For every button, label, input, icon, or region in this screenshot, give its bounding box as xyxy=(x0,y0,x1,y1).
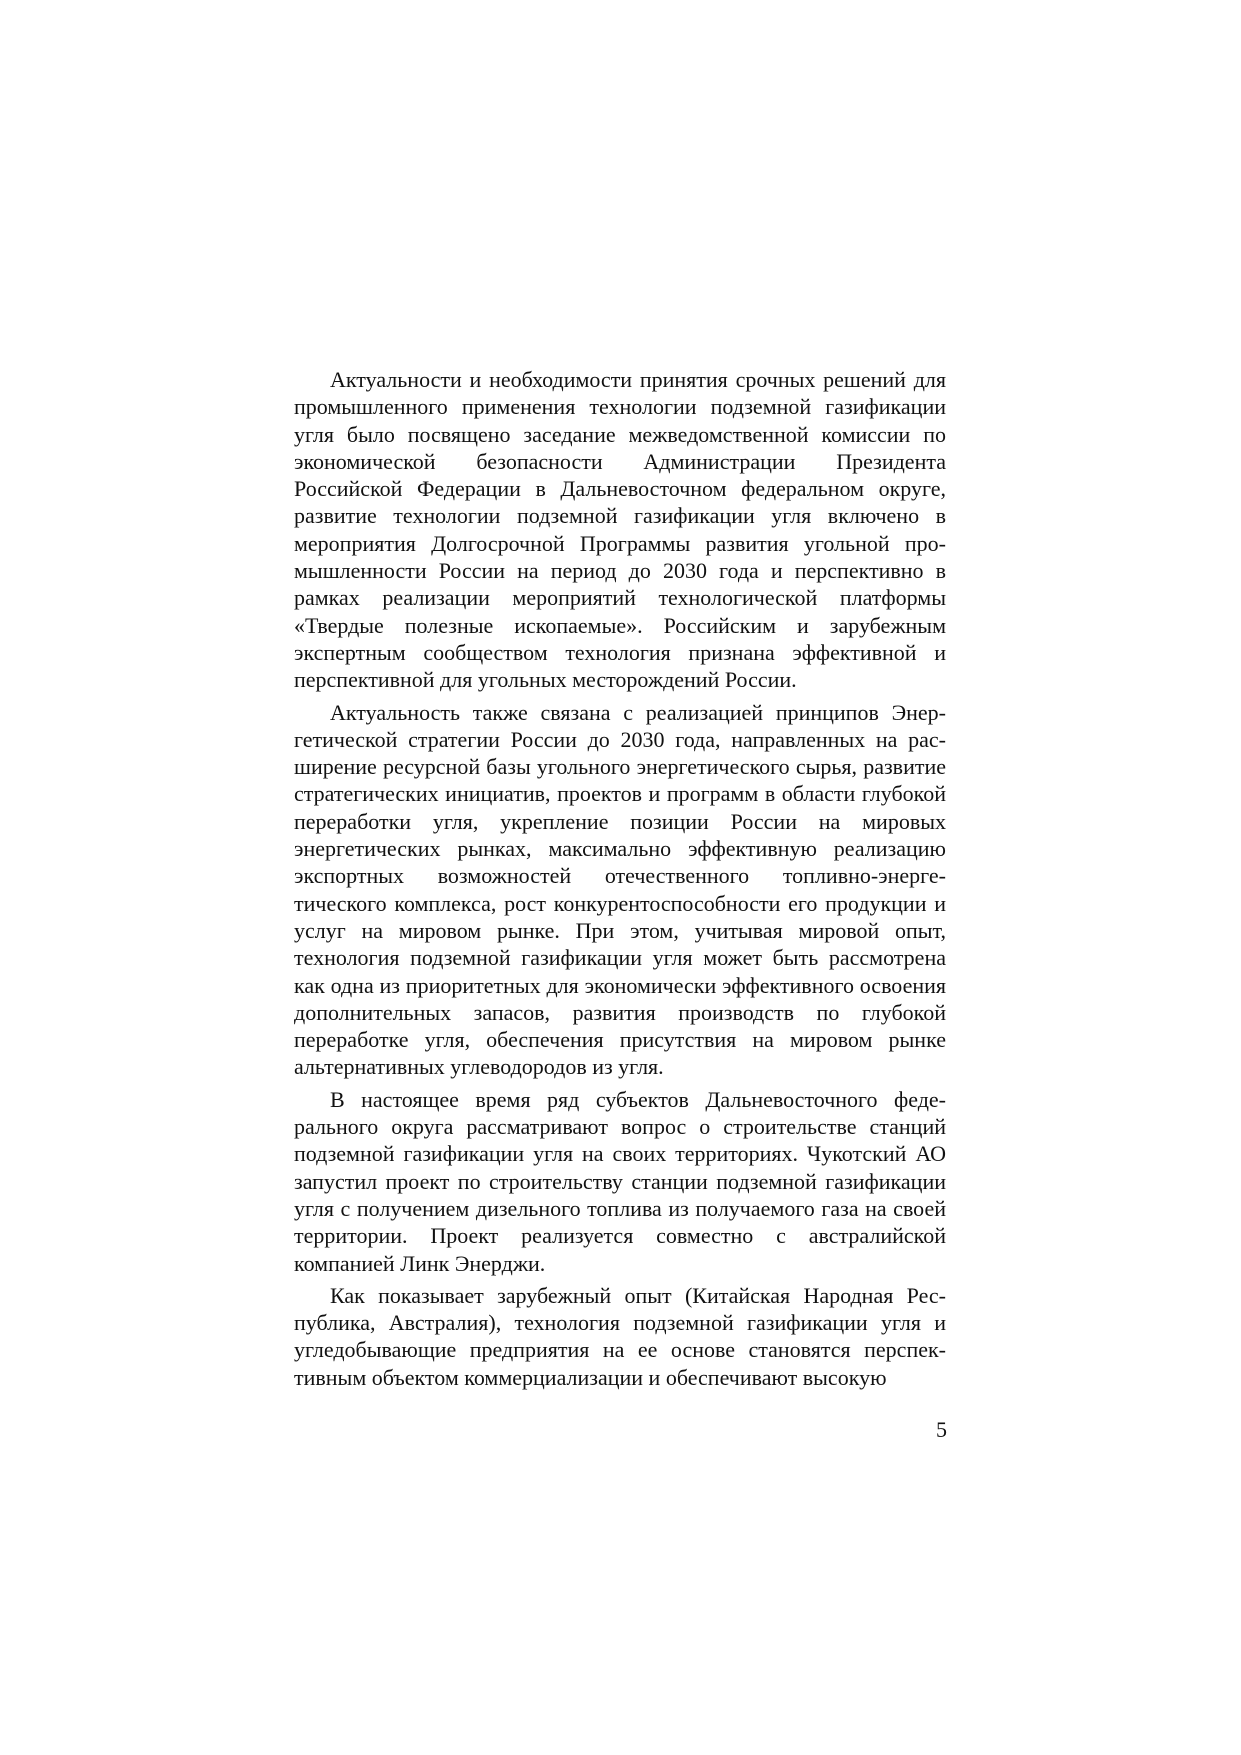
paragraph-2: Актуальность также связана с реализацией принципов Энергетической стратегии России до 2030 года, направленных на расширение ресурсной базы угольного энергетического сырья, развитие стратегических инициатив, проектов и программ в области глубокой переработки угля, укрепление позиции России на мировых энергетических рынках, максимально эффективную реализацию экспортных возможностей отечественного топливно-энергетического комплекса, рост конкурентоспособности его продукции и услуг на мировом рынке. При этом, учитывая мировой опыт, технология подземной газификации угля может быть рассмотрена как одна из приоритетных для экономически эффективного освоения дополнительных запасов, развития производств по глубокой переработке угля, обеспечения присутствия на мировом рынке альтернативных углеводородов из угля. xyxy=(294,699,946,1080)
paragraph-4: Как показывает зарубежный опыт (Китайская Народная Республика, Австралия), технология подземной газификации угля и угледобывающие предприятия на ее основе становятся перспективным объектом коммерциализации и обеспечивают высокую xyxy=(294,1282,946,1390)
paragraph-1: Актуальности и необходимости принятия срочных решений для промышленного применения технологии подземной газификации угля было посвящено заседание межведомственной комиссии по экономической безопасности Администрации Президента Российской Федерации в Дальневосточном федеральном округе, развитие технологии подземной газификации угля включено в мероприятия Долгосрочной Программы развития угольной промышленности России на период до 2030 года и перспективно в рамках реализации мероприятий технологической платформы «Твердые полезные ископаемые». Российским и зарубежным экспертным сообществом технология признана эффективной и перспективной для угольных месторождений России. xyxy=(294,367,946,693)
page-number: 5 xyxy=(936,1417,947,1442)
body-text xyxy=(294,366,946,1391)
paragraph-3: В настоящее время ряд субъектов Дальневосточного федерального округа рассматривают вопрос о строительстве станций подземной газификации угля на своих территориях. Чукотский АО запустил проект по строительству станции подземной газификации угля с получением дизельного топлива из получаемого газа на своей территории. Проект реализуется совместно с австралийской компанией Линк Энерджи. xyxy=(294,1086,946,1276)
